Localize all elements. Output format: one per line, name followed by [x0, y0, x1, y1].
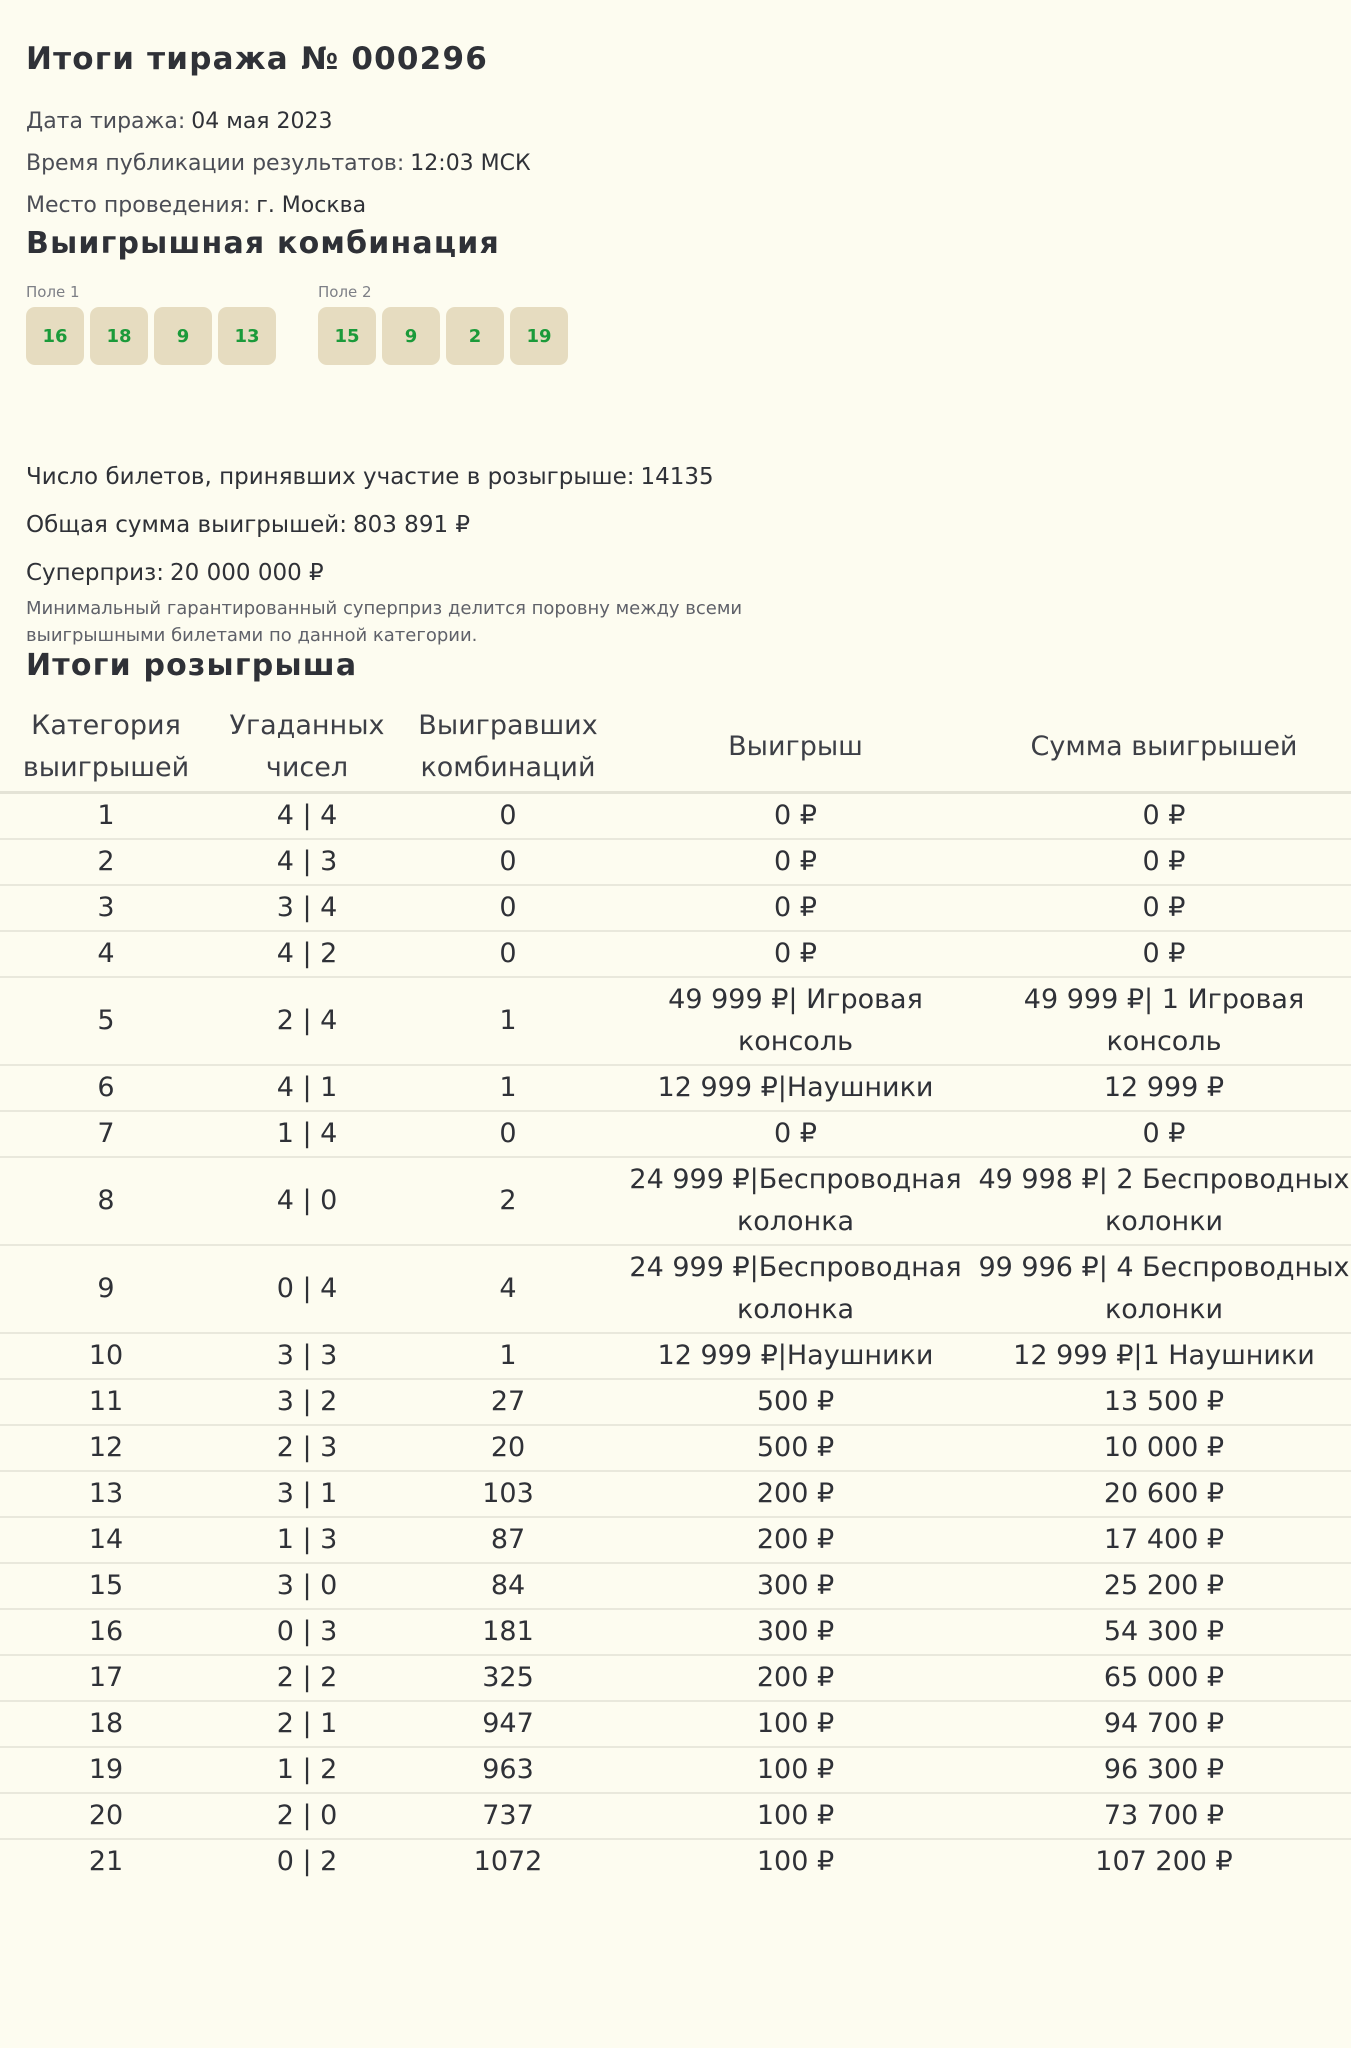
cell-combinations: 181 — [402, 1609, 614, 1655]
results-body — [0, 793, 1351, 1885]
cell-category: 18 — [0, 1701, 212, 1747]
cell-total: 94 700 ₽ — [977, 1701, 1351, 1747]
publish-time-value: 12:03 МСК — [410, 151, 531, 176]
table-row — [0, 1701, 1351, 1747]
field-2 — [318, 283, 568, 365]
cell-prize: 200 ₽ — [614, 1471, 977, 1517]
ball: 15 — [318, 307, 376, 365]
cell-prize: 24 999 ₽|Беспроводная колонка — [614, 1245, 977, 1333]
cell-category: 16 — [0, 1609, 212, 1655]
cell-prize: 100 ₽ — [614, 1839, 977, 1884]
tickets-row — [26, 453, 1325, 501]
table-row — [0, 885, 1351, 931]
table-row — [0, 793, 1351, 840]
cell-total: 12 999 ₽ — [977, 1065, 1351, 1111]
cell-matched: 0 | 4 — [212, 1245, 402, 1333]
cell-category: 9 — [0, 1245, 212, 1333]
results-title: Итоги розыгрыша — [26, 648, 358, 683]
tickets-value: 14135 — [640, 464, 714, 490]
cell-prize: 200 ₽ — [614, 1655, 977, 1701]
cell-total: 96 300 ₽ — [977, 1747, 1351, 1793]
cell-combinations: 2 — [402, 1157, 614, 1245]
ball: 9 — [154, 307, 212, 365]
cell-total: 49 998 ₽| 2 Беспроводных колонки — [977, 1157, 1351, 1245]
table-row — [0, 977, 1351, 1065]
cell-matched: 1 | 3 — [212, 1517, 402, 1563]
table-row — [0, 1245, 1351, 1333]
cell-prize: 300 ₽ — [614, 1609, 977, 1655]
tickets-label: Число билетов, принявших участие в розыгрыше: — [26, 464, 635, 490]
cell-combinations: 737 — [402, 1793, 614, 1839]
field-2-balls — [318, 307, 568, 365]
cell-prize: 0 ₽ — [614, 885, 977, 931]
cell-prize: 100 ₽ — [614, 1701, 977, 1747]
table-row — [0, 1425, 1351, 1471]
cell-matched: 4 | 1 — [212, 1065, 402, 1111]
cell-total: 12 999 ₽|1 Наушники — [977, 1333, 1351, 1379]
cell-matched: 2 | 2 — [212, 1655, 402, 1701]
cell-combinations: 0 — [402, 839, 614, 885]
cell-total: 0 ₽ — [977, 931, 1351, 977]
cell-matched: 4 | 2 — [212, 931, 402, 977]
cell-combinations: 84 — [402, 1563, 614, 1609]
cell-total: 25 200 ₽ — [977, 1563, 1351, 1609]
cell-combinations: 0 — [402, 1111, 614, 1157]
ball: 16 — [26, 307, 84, 365]
ball: 13 — [218, 307, 276, 365]
cell-matched: 2 | 3 — [212, 1425, 402, 1471]
cell-total: 107 200 ₽ — [977, 1839, 1351, 1884]
cell-combinations: 103 — [402, 1471, 614, 1517]
cell-total: 99 996 ₽| 4 Беспроводных колонки — [977, 1245, 1351, 1333]
table-row — [0, 1655, 1351, 1701]
cell-matched: 2 | 0 — [212, 1793, 402, 1839]
cell-matched: 2 | 4 — [212, 977, 402, 1065]
cell-prize: 12 999 ₽|Наушники — [614, 1333, 977, 1379]
cell-combinations: 0 — [402, 793, 614, 840]
cell-total: 20 600 ₽ — [977, 1471, 1351, 1517]
field-1 — [26, 283, 276, 365]
cell-prize: 12 999 ₽|Наушники — [614, 1065, 977, 1111]
cell-prize: 300 ₽ — [614, 1563, 977, 1609]
cell-matched: 0 | 2 — [212, 1839, 402, 1884]
cell-total: 0 ₽ — [977, 793, 1351, 840]
table-row — [0, 1609, 1351, 1655]
cell-total: 17 400 ₽ — [977, 1517, 1351, 1563]
header-category: Категория выигрышей — [22, 710, 190, 783]
cell-prize: 0 ₽ — [614, 839, 977, 885]
table-row — [0, 1157, 1351, 1245]
cell-combinations: 4 — [402, 1245, 614, 1333]
cell-category: 17 — [0, 1655, 212, 1701]
header-total-prize: Сумма выигрышей — [1030, 731, 1298, 762]
results-header-row — [0, 701, 1351, 793]
ball: 9 — [382, 307, 440, 365]
cell-prize: 100 ₽ — [614, 1747, 977, 1793]
field-1-balls — [26, 307, 276, 365]
cell-prize: 0 ₽ — [614, 793, 977, 840]
table-row — [0, 1471, 1351, 1517]
draw-date-row — [26, 101, 1325, 143]
cell-category: 20 — [0, 1793, 212, 1839]
cell-prize: 500 ₽ — [614, 1425, 977, 1471]
table-row — [0, 1333, 1351, 1379]
cell-combinations: 1 — [402, 1065, 614, 1111]
cell-combinations: 27 — [402, 1379, 614, 1425]
superprize-note: Минимальный гарантированный суперприз делится поровну между всеми выигрышными билетами по данной категории. — [26, 598, 743, 646]
cell-matched: 2 | 1 — [212, 1701, 402, 1747]
cell-total: 0 ₽ — [977, 1111, 1351, 1157]
draw-stats — [26, 453, 1325, 649]
ball: 18 — [90, 307, 148, 365]
cell-category: 15 — [0, 1563, 212, 1609]
cell-category: 11 — [0, 1379, 212, 1425]
cell-total: 54 300 ₽ — [977, 1609, 1351, 1655]
table-row — [0, 1793, 1351, 1839]
cell-category: 21 — [0, 1839, 212, 1884]
cell-category: 19 — [0, 1747, 212, 1793]
cell-total: 13 500 ₽ — [977, 1379, 1351, 1425]
draw-date-label: Дата тиража: — [26, 109, 186, 134]
draw-place-label: Место проведения: — [26, 193, 251, 218]
field-2-label: Поле 2 — [318, 283, 372, 301]
cell-combinations: 20 — [402, 1425, 614, 1471]
page-title: Итоги тиража № 000296 — [26, 41, 488, 77]
cell-prize: 0 ₽ — [614, 931, 977, 977]
cell-category: 8 — [0, 1157, 212, 1245]
cell-category: 4 — [0, 931, 212, 977]
table-row — [0, 1839, 1351, 1884]
table-row — [0, 931, 1351, 977]
cell-total: 73 700 ₽ — [977, 1793, 1351, 1839]
cell-prize: 0 ₽ — [614, 1111, 977, 1157]
cell-total: 0 ₽ — [977, 839, 1351, 885]
cell-total: 65 000 ₽ — [977, 1655, 1351, 1701]
ball: 19 — [510, 307, 568, 365]
cell-prize: 500 ₽ — [614, 1379, 977, 1425]
cell-matched: 3 | 4 — [212, 885, 402, 931]
draw-place-value: г. Москва — [256, 193, 367, 218]
cell-combinations: 947 — [402, 1701, 614, 1747]
total-winnings-row — [26, 501, 1325, 549]
table-row — [0, 839, 1351, 885]
total-winnings-value: 803 891 ₽ — [352, 512, 471, 538]
cell-category: 10 — [0, 1333, 212, 1379]
ball: 2 — [446, 307, 504, 365]
cell-prize: 49 999 ₽| Игровая консоль — [614, 977, 977, 1065]
cell-combinations: 1 — [402, 977, 614, 1065]
cell-prize: 100 ₽ — [614, 1793, 977, 1839]
cell-matched: 3 | 3 — [212, 1333, 402, 1379]
cell-category: 13 — [0, 1471, 212, 1517]
table-row — [0, 1563, 1351, 1609]
cell-category: 6 — [0, 1065, 212, 1111]
cell-matched: 0 | 3 — [212, 1609, 402, 1655]
draw-place-row — [26, 185, 1325, 227]
table-row — [0, 1065, 1351, 1111]
superprize-row — [26, 549, 1325, 597]
cell-matched: 4 | 3 — [212, 839, 402, 885]
header-prize: Выигрыш — [728, 731, 863, 762]
cell-prize: 200 ₽ — [614, 1517, 977, 1563]
cell-combinations: 1 — [402, 1333, 614, 1379]
field-1-label: Поле 1 — [26, 283, 80, 301]
cell-matched: 3 | 1 — [212, 1471, 402, 1517]
cell-combinations: 325 — [402, 1655, 614, 1701]
header-matched-numbers: Угаданных чисел — [229, 710, 385, 783]
cell-category: 5 — [0, 977, 212, 1065]
table-row — [0, 1747, 1351, 1793]
table-row — [0, 1517, 1351, 1563]
cell-category: 1 — [0, 793, 212, 840]
header-winning-combinations: Выигравших комбинаций — [418, 710, 598, 783]
cell-combinations: 963 — [402, 1747, 614, 1793]
cell-combinations: 1072 — [402, 1839, 614, 1884]
cell-category: 2 — [0, 839, 212, 885]
cell-matched: 4 | 4 — [212, 793, 402, 840]
cell-matched: 3 | 2 — [212, 1379, 402, 1425]
cell-category: 14 — [0, 1517, 212, 1563]
winning-combination — [26, 283, 1325, 365]
cell-combinations: 0 — [402, 885, 614, 931]
publish-time-row — [26, 143, 1325, 185]
cell-total: 0 ₽ — [977, 885, 1351, 931]
cell-prize: 24 999 ₽|Беспроводная колонка — [614, 1157, 977, 1245]
superprize-value: 20 000 000 ₽ — [170, 560, 324, 586]
superprize-label: Суперприз: — [26, 560, 165, 586]
table-row — [0, 1379, 1351, 1425]
cell-category: 3 — [0, 885, 212, 931]
cell-matched: 4 | 0 — [212, 1157, 402, 1245]
publish-time-label: Время публикации результатов: — [26, 151, 405, 176]
cell-combinations: 87 — [402, 1517, 614, 1563]
draw-date-value: 04 мая 2023 — [191, 109, 333, 134]
cell-category: 12 — [0, 1425, 212, 1471]
cell-category: 7 — [0, 1111, 212, 1157]
table-row — [0, 1111, 1351, 1157]
results-table — [0, 701, 1351, 1884]
winning-combination-title: Выигрышная комбинация — [26, 226, 500, 261]
total-winnings-label: Общая сумма выигрышей: — [26, 512, 347, 538]
draw-meta — [26, 101, 1325, 227]
cell-total: 10 000 ₽ — [977, 1425, 1351, 1471]
cell-matched: 1 | 2 — [212, 1747, 402, 1793]
cell-combinations: 0 — [402, 931, 614, 977]
cell-total: 49 999 ₽| 1 Игровая консоль — [977, 977, 1351, 1065]
cell-matched: 1 | 4 — [212, 1111, 402, 1157]
cell-matched: 3 | 0 — [212, 1563, 402, 1609]
